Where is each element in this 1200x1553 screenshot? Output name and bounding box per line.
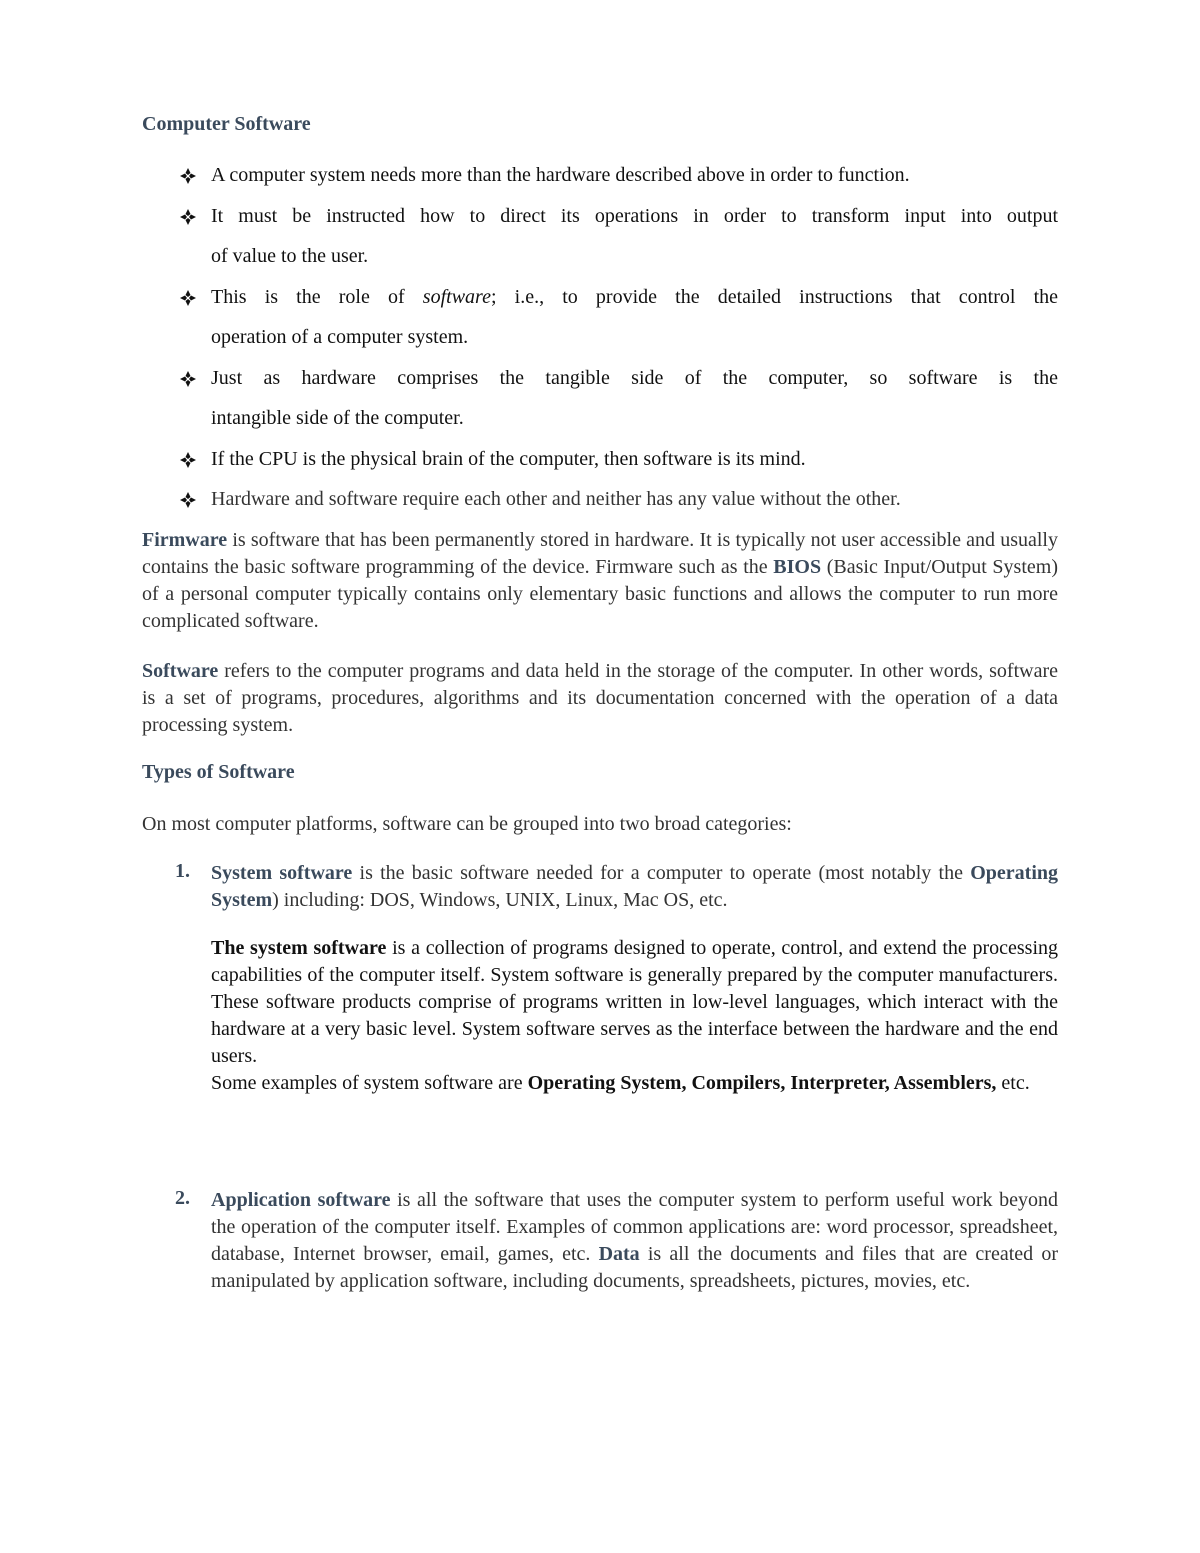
term-operating-system: Operating System bbox=[211, 862, 1058, 911]
term-firmware: Firmware bbox=[142, 529, 228, 551]
software-definition-paragraph bbox=[142, 658, 1058, 739]
bullet-item-line: Just as hardware comprises the tangible side of the computer, so software is the bbox=[211, 367, 1058, 389]
diamond-bullet-icon bbox=[176, 205, 200, 229]
system-software-item bbox=[211, 860, 1058, 914]
bullet-item-line: operation of a computer system. bbox=[211, 326, 469, 348]
emphasis-software: software bbox=[422, 286, 491, 308]
diamond-bullet-icon bbox=[176, 367, 200, 391]
bullet-item-line bbox=[211, 277, 1058, 317]
bullet-item-line: of value to the user. bbox=[211, 245, 369, 267]
paragraph-text: Some examples of system software are bbox=[211, 1072, 528, 1094]
bullet-text: This is the role of bbox=[211, 286, 423, 308]
term-the-system-software: The system software bbox=[211, 937, 387, 959]
firmware-paragraph bbox=[142, 527, 1058, 635]
paragraph-text: is software that has been permanently stored in hardware. It is typically not user accessible and usually contains the basic software programming of the device. Firmware such as the bbox=[142, 529, 1058, 578]
diamond-bullet-icon bbox=[176, 448, 200, 472]
bullet-item: A computer system needs more than the hardware described above in order to function. bbox=[211, 164, 910, 186]
paragraph-text: (Basic Input/Output System) of a personal computer typically contains only elementary basic functions and allows the computer to run more complicated software. bbox=[142, 556, 1058, 632]
bullet-item-line: intangible side of the computer. bbox=[211, 407, 464, 429]
paragraph-text: ) including: DOS, Windows, UNIX, Linux, Mac OS, etc. bbox=[272, 889, 728, 911]
bullet-item: If the CPU is the physical brain of the computer, then software is its mind. bbox=[211, 448, 806, 470]
term-system-software: System software bbox=[211, 862, 353, 884]
paragraph-text: refers to the computer programs and data held in the storage of the computer. In other words, software is a set of programs, procedures, algorithms and its documentation concerned with the operation of a data processing system. bbox=[142, 660, 1058, 736]
term-software: Software bbox=[142, 660, 219, 682]
types-heading: Types of Software bbox=[142, 761, 295, 783]
types-intro: On most computer platforms, software can be grouped into two broad categories: bbox=[142, 813, 792, 835]
list-number: 1. bbox=[175, 860, 190, 882]
system-software-description bbox=[211, 935, 1058, 1070]
diamond-bullet-icon bbox=[176, 286, 200, 310]
paragraph-text: is all the software that uses the computer system to perform useful work beyond the operation of the computer itself. Examples of common applications are: word processor, spreadsheet, database, Internet browser, email, games, etc. bbox=[211, 1189, 1058, 1265]
paragraph-text: is all the documents and files that are created or manipulated by application software, including documents, spreadsheets, pictures, movies, etc. bbox=[211, 1243, 1058, 1292]
diamond-bullet-icon bbox=[176, 164, 200, 188]
bullet-text: ; i.e., to provide the detailed instructions that control the bbox=[490, 286, 1058, 308]
bullet-item-line: It must be instructed how to direct its operations in order to transform input into output bbox=[211, 205, 1058, 227]
paragraph-text: etc. bbox=[996, 1072, 1030, 1094]
diamond-bullet-icon bbox=[176, 488, 200, 512]
paragraph-text: is a collection of programs designed to operate, control, and extend the processing capabilities of the computer itself. System software is generally prepared by the computer manufacturers. These software products comprise of programs written in low-level languages, which interact with the hardware at a very basic level. System software serves as the interface between the hardware and the end users. bbox=[211, 937, 1059, 1067]
term-data: Data bbox=[598, 1243, 640, 1265]
term-application-software: Application software bbox=[211, 1189, 391, 1211]
system-software-examples bbox=[211, 1070, 1058, 1097]
term-bios: BIOS bbox=[773, 556, 822, 578]
list-number: 2. bbox=[175, 1187, 190, 1209]
page-title: Computer Software bbox=[142, 113, 311, 135]
bullet-item: Hardware and software require each other and neither has any value without the other. bbox=[211, 488, 901, 510]
examples-list: Operating System, Compilers, Interpreter, Assemblers, bbox=[527, 1072, 997, 1094]
application-software-item bbox=[211, 1187, 1058, 1295]
paragraph-text: is the basic software needed for a computer to operate (most notably the bbox=[352, 862, 971, 884]
